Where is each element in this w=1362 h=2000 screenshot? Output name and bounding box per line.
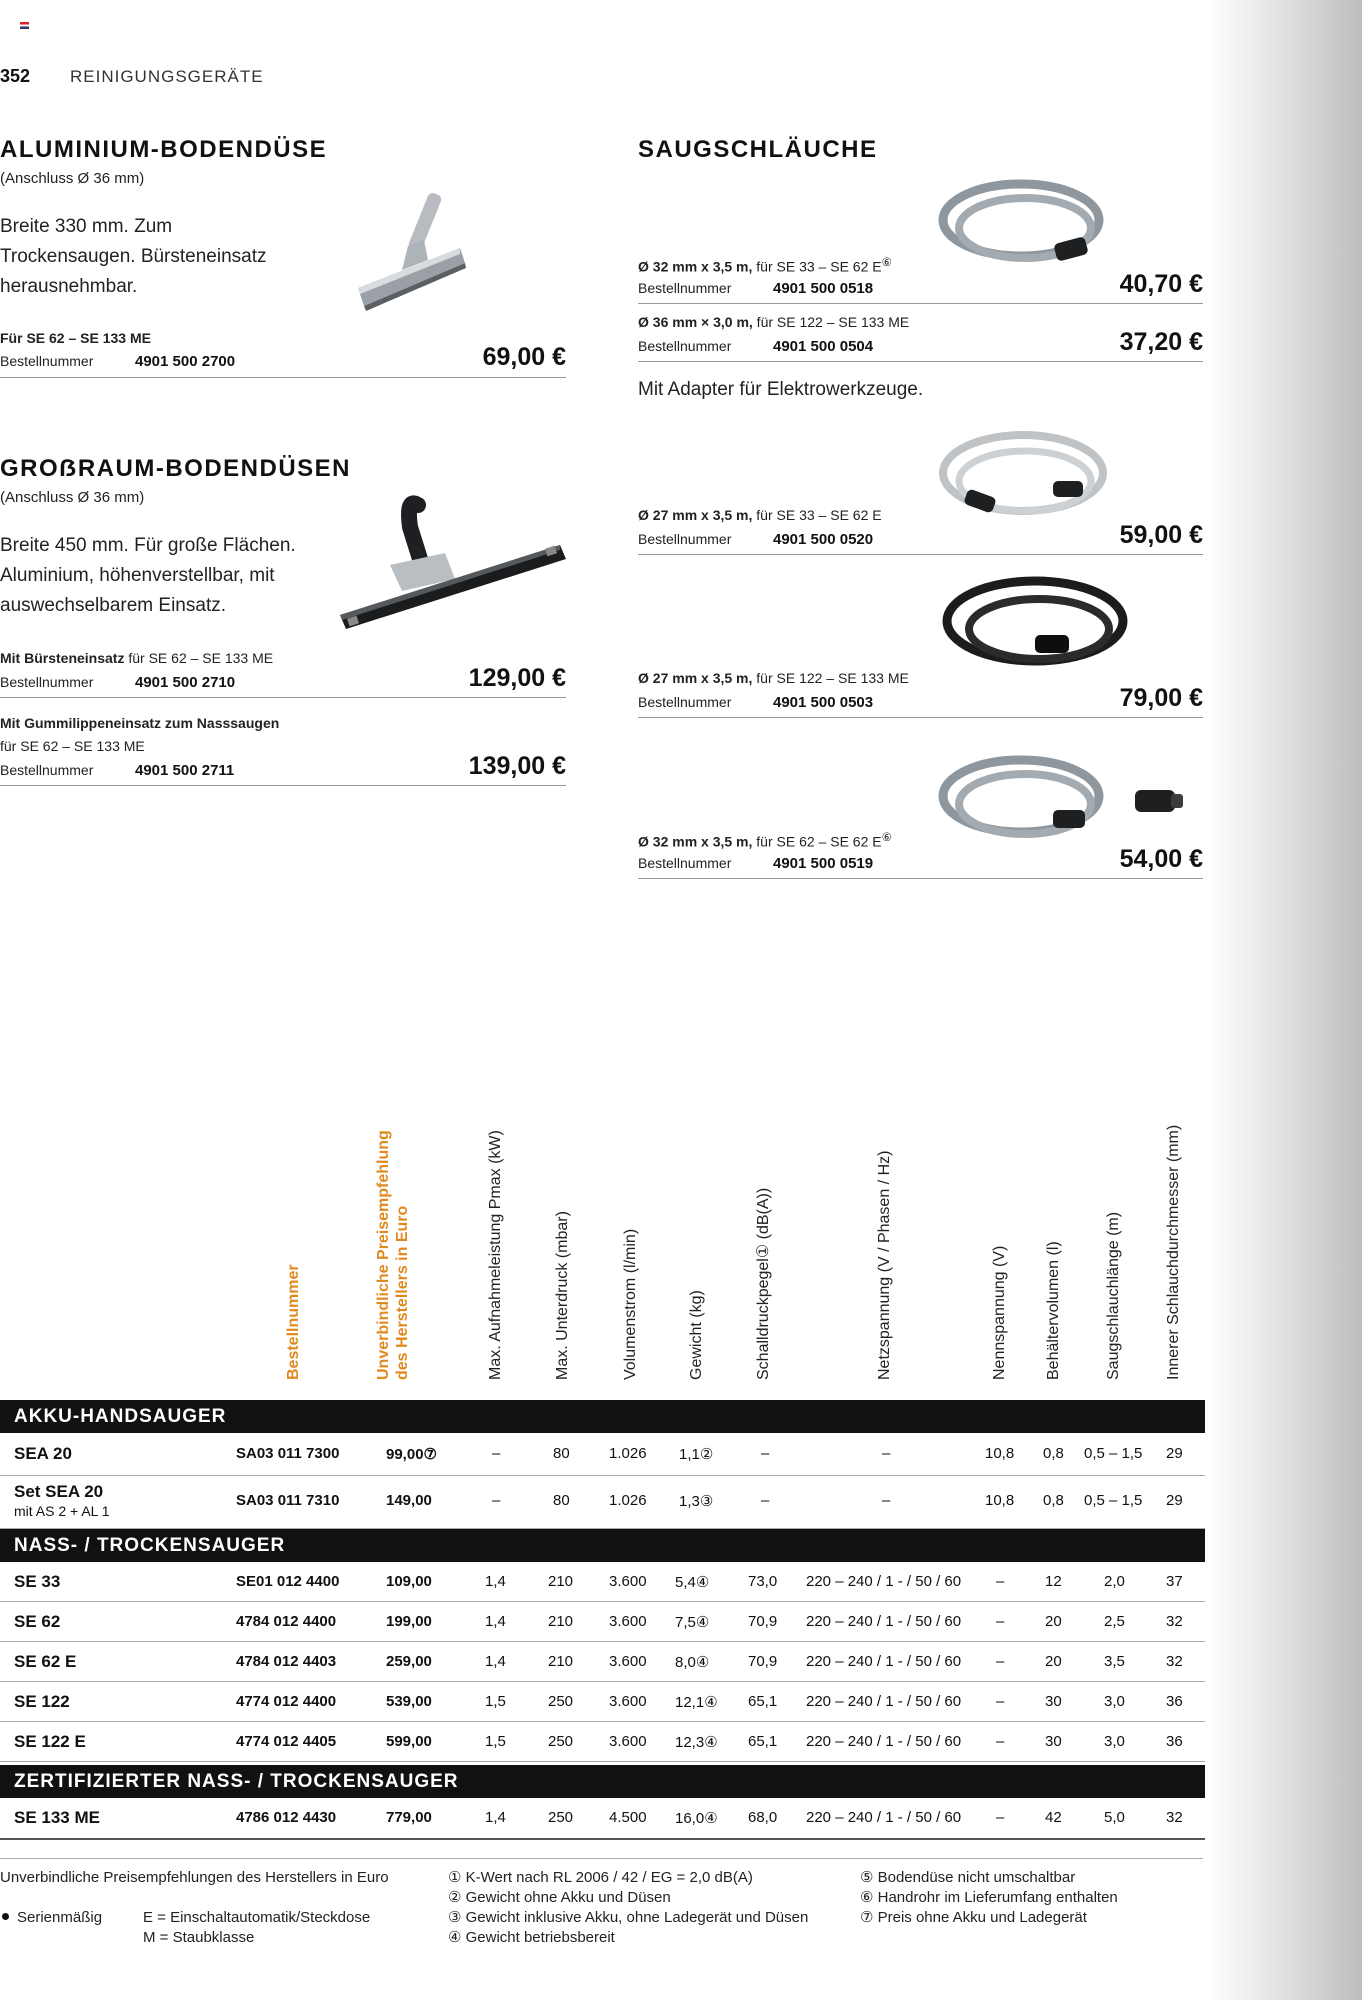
cell-weight: 8,0④ — [675, 1654, 710, 1671]
hose-3-order-number: 4901 500 0520 — [773, 531, 874, 548]
gross-item-1-spec: Mit Bürsteneinsatz für SE 62 – SE 133 ME — [0, 650, 274, 666]
cell-weight: 12,1④ — [675, 1694, 718, 1711]
legend-standard: Serienmäßig — [0, 1908, 102, 1928]
footnotes-middle: ① K-Wert nach RL 2006 / 42 / EG = 2,0 dB(A) ② Gewicht ohne Akku und Düsen ③ Gewicht inklusive Akku, ohne Ladegerät und Düsen ④ Gewicht betriebsbereit — [448, 1869, 809, 1946]
divider — [0, 377, 566, 378]
alu-title: ALUMINIUM-BODENDÜSE — [0, 136, 328, 163]
table-row — [0, 1722, 1205, 1762]
cell-hose: 3,0 — [1104, 1733, 1125, 1750]
cell-hose: 3,0 — [1104, 1693, 1125, 1710]
hose-4-spec: Ø 27 mm x 3,5 m, für SE 122 – SE 133 ME — [638, 670, 909, 686]
hoses-title: SAUGSCHLÄUCHE — [638, 136, 878, 163]
col-header-weight: Gewicht (kg) — [688, 1290, 705, 1380]
footnotes-right: ⑤ Bodendüse nicht umschaltbar ⑥ Handrohr im Lieferumfang enthalten ⑦ Preis ohne Akku und Ladegerät — [860, 1869, 1118, 1926]
cell-mains: 220 – 240 / 1 - / 50 / 60 — [806, 1733, 962, 1750]
cell-price: 599,00 — [386, 1733, 432, 1750]
hose-4-order-number: 4901 500 0503 — [773, 694, 874, 711]
group-header-akku: AKKU-HANDSAUGER — [0, 1400, 1205, 1433]
gross-item-2-spec: Mit Gummilippeneinsatz zum Nasssaugen — [0, 715, 280, 731]
hose-1-spec: Ø 32 mm x 3,5 m, für SE 33 – SE 62 E⑥ — [638, 256, 893, 275]
hose-4-order-label: Bestellnummer — [638, 694, 732, 710]
col-header-order-number: Bestellnummer — [285, 1264, 302, 1380]
hose-5-order-number: 4901 500 0519 — [773, 855, 874, 872]
alu-price: 69,00 € — [482, 343, 566, 371]
page-number: 352 — [0, 66, 31, 86]
cell-volt: – — [996, 1733, 1005, 1750]
cell-vac: 210 — [548, 1653, 574, 1670]
divider — [0, 697, 566, 698]
divider — [638, 554, 1203, 555]
col-header-price: Unverbindliche Preisempfehlung des Herstellers in Euro — [375, 1130, 411, 1380]
gross-item-2-price: 139,00 € — [468, 752, 566, 780]
gross-item-1-order-label: Bestellnummer — [0, 674, 94, 690]
table-row: SE 133 ME 4786 012 4430 779,00 1,4 250 4.500 16,0④ 68,0 220 – 240 / 1 - / 50 / 60 – 42 5,0 32 — [0, 1798, 1205, 1840]
cell-vac: 210 — [548, 1613, 574, 1630]
cell-noise: 65,1 — [748, 1733, 778, 1750]
col-header-tank: Behältervolumen (l) — [1045, 1241, 1062, 1380]
legend-e: E = Einschaltautomatik/Steckdose — [143, 1909, 371, 1926]
col-header-hose-length: Saugschlauchlänge (m) — [1105, 1211, 1122, 1380]
gross-item-1-order-number: 4901 500 2710 — [135, 674, 236, 691]
col-header-rated-voltage: Nennspannung (V) — [991, 1245, 1008, 1380]
legend-m: M = Staubklasse — [143, 1929, 255, 1946]
cell-vac: 210 — [548, 1573, 574, 1590]
cell-tank: 20 — [1045, 1653, 1062, 1670]
table-row — [0, 1602, 1205, 1642]
cell-model: SE 62 E — [14, 1652, 77, 1671]
group-header-nass-trocken: NASS- / TROCKENSAUGER — [0, 1529, 1205, 1562]
hose-2-spec: Ø 36 mm × 3,0 m, für SE 122 – SE 133 ME — [638, 314, 910, 330]
cell-mains: 220 – 240 / 1 - / 50 / 60 — [806, 1573, 962, 1590]
cell-price: 109,00 — [386, 1573, 432, 1590]
cell-tank: 20 — [1045, 1613, 1062, 1630]
cell-dia: 37 — [1166, 1573, 1183, 1590]
cell-model: SE 62 — [14, 1612, 61, 1631]
flag-icon — [20, 22, 29, 29]
alu-order-label: Bestellnummer — [0, 353, 94, 369]
cell-noise: 65,1 — [748, 1693, 778, 1710]
hose-2-order-number: 4901 500 0504 — [773, 338, 874, 355]
group-header-zertifiziert: ZERTIFIZIERTER NASS- / TROCKENSAUGER — [0, 1765, 1205, 1798]
alu-fits: Für SE 62 – SE 133 ME — [0, 330, 151, 346]
gross-item-1-price: 129,00 € — [468, 664, 566, 692]
section-title: REINIGUNGSGERÄTE — [70, 67, 264, 86]
cell-weight: 7,5④ — [675, 1614, 710, 1631]
col-header-vacuum: Max. Unterdruck (mbar) — [554, 1211, 571, 1380]
cell-hose: 3,5 — [1104, 1653, 1125, 1670]
divider — [638, 878, 1203, 879]
table-row — [0, 1562, 1205, 1602]
divider — [638, 361, 1203, 362]
cell-noise: 70,9 — [748, 1613, 778, 1630]
cell-flow: 3.600 — [609, 1573, 647, 1590]
cell-pmax: 1,4 — [485, 1653, 506, 1670]
divider — [638, 717, 1203, 718]
cell-tank: 30 — [1045, 1733, 1062, 1750]
hoses-adapter-note: Mit Adapter für Elektrowerkzeuge. — [638, 379, 924, 400]
col-header-hose-diameter: Innerer Schlauchdurchmesser (mm) — [1165, 1124, 1182, 1380]
cell-price: 259,00 — [386, 1653, 432, 1670]
cell-mains: 220 – 240 / 1 - / 50 / 60 — [806, 1653, 962, 1670]
col-header-mains: Netzspannung (V / Phasen / Hz) — [876, 1150, 893, 1380]
cell-hose: 2,0 — [1104, 1573, 1125, 1590]
cell-mains: 220 – 240 / 1 - / 50 / 60 — [806, 1693, 962, 1710]
cell-order: SE01 012 4400 — [236, 1573, 340, 1590]
gross-title: GROẞRAUM-BODENDÜSEN — [0, 455, 351, 482]
cell-tank: 30 — [1045, 1693, 1062, 1710]
alu-connection: (Anschluss Ø 36 mm) — [0, 170, 145, 187]
cell-order: 4774 012 4400 — [236, 1693, 337, 1710]
col-header-pmax: Max. Aufnahmeleistung Pmax (kW) — [487, 1130, 504, 1380]
bullet-icon — [2, 1913, 9, 1920]
cell-mains: 220 – 240 / 1 - / 50 / 60 — [806, 1613, 962, 1630]
hose-black-image — [935, 563, 1135, 688]
hose-1-order-label: Bestellnummer — [638, 280, 732, 296]
table-row: SEA 20 SA03 011 7300 99,00⑦ – 80 1.026 1,1② – – 10,8 0,8 0,5 – 1,5 29 — [0, 1433, 1205, 1476]
hose-3-spec: Ø 27 mm x 3,5 m, für SE 33 – SE 62 E — [638, 507, 882, 523]
cell-model: SE 33 — [14, 1572, 61, 1591]
cell-dia: 32 — [1166, 1653, 1183, 1670]
hose-4-price: 79,00 € — [1119, 684, 1203, 712]
page-edge-shadow — [1205, 0, 1362, 2000]
cell-noise: 73,0 — [748, 1573, 778, 1590]
cell-weight: 12,3④ — [675, 1734, 718, 1751]
cell-vac: 250 — [548, 1693, 574, 1710]
cell-pmax: 1,4 — [485, 1573, 506, 1590]
hose-1-price: 40,70 € — [1119, 270, 1203, 298]
gross-description: Breite 450 mm. Für große Flächen. Aluminium, höhenverstellbar, mit auswechselbarem Einsatz. — [0, 535, 296, 616]
cell-flow: 3.600 — [609, 1733, 647, 1750]
gross-item-2-spec-line2: für SE 62 – SE 133 ME — [0, 738, 145, 754]
gross-item-2-order-label: Bestellnummer — [0, 762, 94, 778]
divider — [0, 1858, 1203, 1859]
hose-1-order-number: 4901 500 0518 — [773, 280, 874, 297]
wide-nozzle-image — [330, 487, 570, 637]
table-row — [0, 1682, 1205, 1722]
cell-volt: – — [996, 1613, 1005, 1630]
hose-2-price: 37,20 € — [1119, 328, 1203, 356]
cell-flow: 3.600 — [609, 1693, 647, 1710]
cell-dia: 32 — [1166, 1613, 1183, 1630]
hose-2-order-label: Bestellnummer — [638, 338, 732, 354]
hose-3-order-label: Bestellnummer — [638, 531, 732, 547]
cell-flow: 3.600 — [609, 1653, 647, 1670]
gross-item-2-order-number: 4901 500 2711 — [135, 762, 235, 779]
floor-nozzle-image — [350, 188, 470, 318]
cell-volt: – — [996, 1573, 1005, 1590]
table-row: Set SEA 20 mit AS 2 + AL 1 SA03 011 7310 149,00 – 80 1.026 1,3③ – – 10,8 0,8 0,5 – 1,5 29 — [0, 1476, 1205, 1529]
cell-noise: 70,9 — [748, 1653, 778, 1670]
cell-order: 4784 012 4400 — [236, 1613, 337, 1630]
cell-pmax: 1,4 — [485, 1613, 506, 1630]
table-row — [0, 1642, 1205, 1682]
footnote-price-note: Unverbindliche Preisempfehlungen des Herstellers in Euro — [0, 1869, 389, 1886]
cell-volt: – — [996, 1653, 1005, 1670]
cell-model: SE 122 E — [14, 1732, 86, 1751]
cell-price: 539,00 — [386, 1693, 432, 1710]
cell-order: 4774 012 4405 — [236, 1733, 337, 1750]
cell-price: 199,00 — [386, 1613, 432, 1630]
col-header-noise: Schalldruckpegel① (dB(A)) — [755, 1187, 772, 1380]
cell-tank: 12 — [1045, 1573, 1062, 1590]
divider — [638, 303, 1203, 304]
divider — [0, 785, 566, 786]
cell-pmax: 1,5 — [485, 1693, 506, 1710]
hose-5-order-label: Bestellnummer — [638, 855, 732, 871]
cell-flow: 3.600 — [609, 1613, 647, 1630]
alu-order-number: 4901 500 2700 — [135, 353, 236, 370]
cell-volt: – — [996, 1693, 1005, 1710]
cell-pmax: 1,5 — [485, 1733, 506, 1750]
cell-dia: 36 — [1166, 1693, 1183, 1710]
alu-description: Breite 330 mm. Zum Trockensaugen. Bürsteneinsatz herausnehmbar. — [0, 216, 267, 297]
hose-5-spec: Ø 32 mm x 3,5 m, für SE 62 – SE 62 E⑥ — [638, 831, 893, 850]
cell-weight: 5,4④ — [675, 1574, 710, 1591]
cell-order: 4784 012 4403 — [236, 1653, 337, 1670]
cell-vac: 250 — [548, 1733, 574, 1750]
cell-model: SE 122 — [14, 1692, 70, 1711]
hose-3-price: 59,00 € — [1119, 521, 1203, 549]
cell-hose: 2,5 — [1104, 1613, 1125, 1630]
cell-dia: 36 — [1166, 1733, 1183, 1750]
gross-connection: (Anschluss Ø 36 mm) — [0, 489, 145, 506]
col-header-flow: Volumenstrom (l/min) — [622, 1228, 639, 1380]
hose-5-price: 54,00 € — [1119, 845, 1203, 873]
